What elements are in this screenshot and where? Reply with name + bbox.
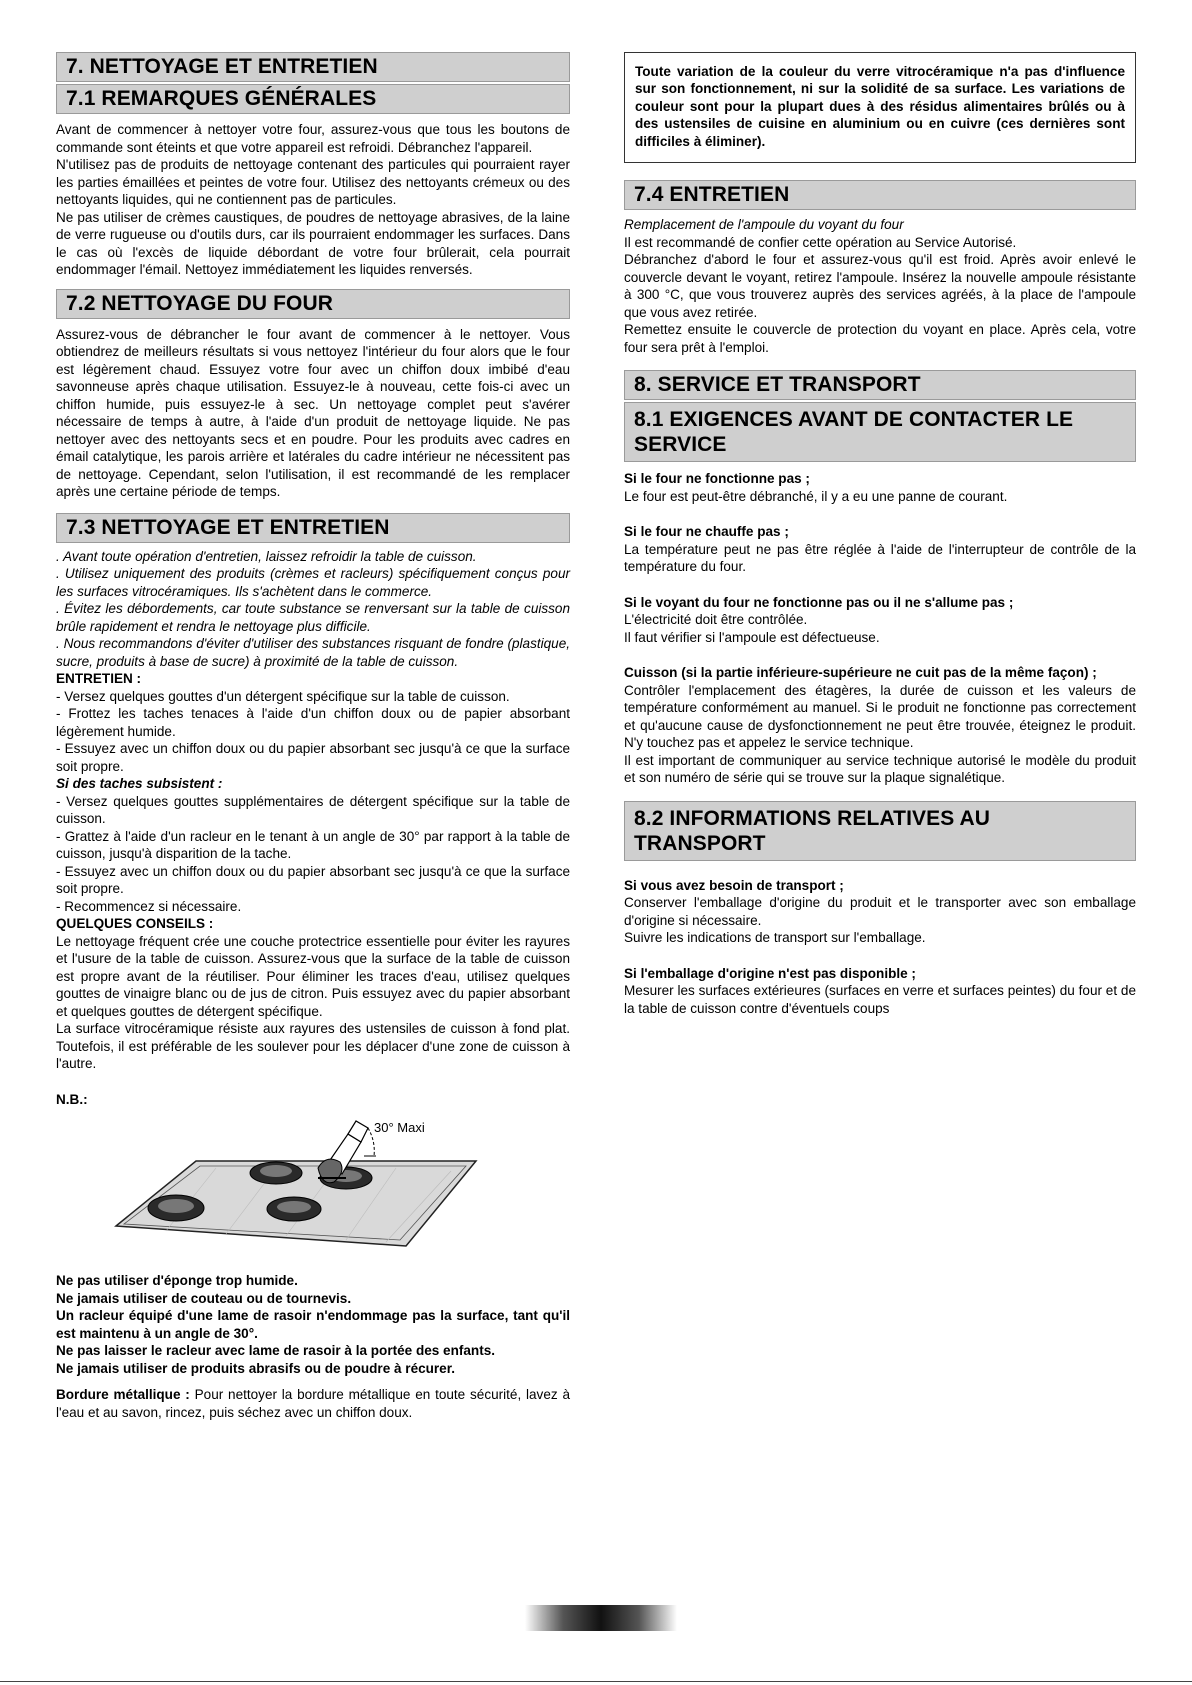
q4-text-1: Contrôler l'emplacement des étagères, la durée de cuisson et les valeurs de température conformément au manuel. Si le produit ne fonctionne pas correctement et qu'aucune cause de dysfonctionnement ne peut être trouvée, éteignez le produit. N'y touchez pas et appelez le service technique. [624, 682, 1136, 751]
conseils-paragraph-2: La surface vitrocéramique résiste aux rayures des ustensiles de cuisson à fond plat. Toutefois, il est préférable de les soulever pour les déplacer d'une zone de cuisson à l'autre. [56, 1021, 570, 1071]
conseils-label: QUELQUES CONSEILS : [56, 916, 214, 931]
transport-1-text-1: Conserver l'emballage d'origine du produit et le transporter avec son emballage d'origine si nécessaire. [624, 895, 1136, 928]
q4-label: Cuisson (si la partie inférieure-supérieure ne cuit pas de la même façon) ; [624, 665, 1097, 681]
warning-5: Ne jamais utiliser de produits abrasifs ou de poudre à récurer. [56, 1360, 456, 1376]
warning-3: Un racleur équipé d'une lame de rasoir n'endommage pas la surface, tant qu'il est maintenu à un angle de 30°. [56, 1308, 570, 1341]
q2-text: La température peut ne pas être réglée à l'aide de l'interrupteur de contrôle de la température du four. [624, 541, 1136, 575]
footer-rule [0, 1681, 1192, 1682]
s74-paragraph-3: Remettez ensuite le couvercle de protection du voyant en place. Après cela, votre four sera prêt à l'emploi. [624, 322, 1136, 355]
s74-paragraph-2: Débranchez d'abord le four et assurez-vous qu'il est froid. Après avoir enlevé le couvercle devant le voyant, retirez l'ampoule. Insérez la nouvelle ampoule résistante à 300 °C, que vous trouverez auprès des services agréés, à la place de l'ampoule que vous avez retirée. [624, 252, 1136, 320]
s73-item-2: . Utilisez uniquement des produits (crèmes et racleurs) spécifiquement conçus pour les surfaces vitrocéramiques. Ils s'achètent dans le commerce. [56, 566, 570, 599]
hob-scraper-illustration [56, 1116, 570, 1266]
s74-paragraph-1: Il est recommandé de confier cette opération au Service Autorisé. [624, 234, 1017, 250]
right-column [624, 52, 1136, 1017]
s72-paragraph: Assurez-vous de débrancher le four avant de commencer à le nettoyer. Vous obtiendrez de meilleurs résultats si vous nettoyez l'intérieur du four alors que le four est légèrement chaud. Essuyez votre four avec un chiffon doux imbibé d'eau savonneuse après chaque utilisation. Essuyez-le à nouveau, cette fois-ci avec un chiffon humide, puis essuyez-le à sec. Un nettoyage complet peut s'avérer nécessaire de temps à autre, à l'aide d'un produit de nettoyage liquide. Ne pas nettoyer avec des nettoyants secs et en poudre. Pour les produits avec cadres en émail catalytique, les parois arrière et latérales du cadre intérieur ne nécessitent pas de nettoyage. Cependant, selon l'utilisation, il est recommandé de les remplacer après une certaine période de temps. [56, 326, 570, 499]
transport-1-label: Si vous avez besoin de transport ; [624, 877, 844, 893]
s71-paragraph-3: Ne pas utiliser de crèmes caustiques, de poudres de nettoyage abrasives, de la laine de verre rugueuse ou d'outils durs, car ils pourraient endommager les surfaces. Dans le cas où l'excès de liquide débordant de votre four brûlerait, cela pourrait endommager l'émail. Nettoyez immédiatement les liquides renversés. [56, 209, 570, 277]
entretien-step-1: - Versez quelques gouttes d'un détergent spécifique sur la table de cuisson. [56, 688, 510, 704]
q4-text-2: Il est important de communiquer au service technique autorisé le modèle du produit et son numéro de série qui se trouve sur la plaque signalétique. [624, 752, 1136, 786]
q1-text: Le four est peut-être débranché, il y a eu une panne de courant. [624, 488, 1008, 504]
entretien-step-2: - Frottez les taches tenaces à l'aide d'un chiffon doux ou de papier absorbant légèrement humide. [56, 706, 570, 739]
warning-2: Ne jamais utiliser de couteau ou de tournevis. [56, 1290, 352, 1306]
glass-color-notice-box: Toute variation de la couleur du verre vitrocéramique n'a pas d'influence sur son fonctionnement, ni sur la solidité de sa surface. Les variations de couleur sont pour la plupart dues à des résidus alimentaires brûlés ou à des ustensiles de cuisine en aluminium ou en cuivre (ces dernières sont difficiles à éliminer). [624, 52, 1136, 163]
page-number-bar [525, 1605, 677, 1631]
left-column [56, 52, 570, 1421]
taches-step-2: - Grattez à l'aide d'un racleur en le tenant à un angle de 30° par rapport à la table de cuisson, jusqu'à disparition de la tache. [56, 828, 570, 861]
bordure-paragraph [56, 1386, 570, 1421]
section-7-2-title: 7.2 NETTOYAGE DU FOUR [56, 289, 570, 319]
section-7-3-title: 7.3 NETTOYAGE ET ENTRETIEN [56, 513, 570, 543]
bordure-label: Bordure métallique : [56, 1387, 190, 1402]
transport-2-text: Mesurer les surfaces extérieures (surfaces en verre et surfaces peintes) du four et de la table de cuisson contre d'éventuels coups [624, 983, 1136, 1016]
transport-2-label: Si l'emballage d'origine n'est pas disponible ; [624, 965, 916, 981]
q1-label: Si le four ne fonctionne pas ; [624, 471, 810, 487]
transport-1-text-2: Suivre les indications de transport sur l'emballage. [624, 930, 926, 946]
angle-label: 30° Maxi [374, 1120, 425, 1135]
warning-4: Ne pas laisser le racleur avec lame de rasoir à la portée des enfants. [56, 1343, 495, 1358]
s74-subtitle: Remplacement de l'ampoule du voyant du four [624, 217, 904, 233]
s73-item-3: . Évitez les débordements, car toute substance se renversant sur la table de cuisson brûle rapidement et rendra le nettoyage plus difficile. [56, 601, 570, 634]
section-8-title: 8. SERVICE ET TRANSPORT [624, 370, 1136, 400]
section-7-1-title: 7.1 REMARQUES GÉNÉRALES [56, 84, 570, 114]
taches-step-3: - Essuyez avec un chiffon doux ou du papier absorbant sec jusqu'à ce que la surface soit propre. [56, 863, 570, 896]
bordure-text: Pour nettoyer la bordure métallique en toute sécurité, lavez à l'eau et au savon, rincez, puis séchez avec un chiffon doux. [56, 1387, 570, 1420]
taches-step-4: - Recommencez si nécessaire. [56, 898, 242, 914]
q3-label: Si le voyant du four ne fonctionne pas ou il ne s'allume pas ; [624, 594, 1014, 610]
section-7-4-title: 7.4 ENTRETIEN [624, 180, 1136, 210]
q3-text-1: L'électricité doit être contrôlée. [624, 612, 808, 628]
entretien-step-3: - Essuyez avec un chiffon doux ou du papier absorbant sec jusqu'à ce que la surface soit propre. [56, 741, 570, 774]
s71-paragraph-1: Avant de commencer à nettoyer votre four, assurez-vous que tous les boutons de commande sont éteints et que votre appareil est refroidi. Débranchez l'appareil. [56, 122, 570, 155]
section-7-title: 7. NETTOYAGE ET ENTRETIEN [56, 52, 570, 82]
section-8-2-title: 8.2 INFORMATIONS RELATIVES AU TRANSPORT [624, 801, 1136, 861]
conseils-paragraph-1: Le nettoyage fréquent crée une couche protectrice essentielle pour éviter les rayures et l'usure de la table de cuisson. Assurez-vous que la surface de la table de cuisson est propre avant de la réutiliser. Pour éliminer les traces d'eau, utilisez quelques gouttes de vinaigre blanc ou de jus de citron. Puis essuyez avec du papier absorbant et quelques gouttes de détergent spécifique. [56, 933, 570, 1019]
nb-label: N.B.: [56, 1091, 88, 1107]
q2-label: Si le four ne chauffe pas ; [624, 524, 789, 540]
section-8-1-title: 8.1 EXIGENCES AVANT DE CONTACTER LE SERVICE [624, 402, 1136, 462]
warning-1: Ne pas utiliser d'éponge trop humide. [56, 1273, 298, 1288]
hob-scraper-drawing [56, 1116, 570, 1266]
entretien-label: ENTRETIEN : [56, 671, 142, 686]
q3-text-2: Il faut vérifier si l'ampoule est défectueuse. [624, 629, 880, 645]
s73-item-4: . Nous recommandons d'éviter d'utiliser des substances risquant de fondre (plastique, sucre, produits à base de sucre) à proximité de la table de cuisson. [56, 636, 570, 669]
s73-item-1: . Avant toute opération d'entretien, laissez refroidir la table de cuisson. [56, 548, 477, 564]
taches-step-1: - Versez quelques gouttes supplémentaires de détergent spécifique sur la table de cuisson. [56, 793, 570, 826]
taches-label: Si des taches subsistent : [56, 776, 223, 791]
s71-paragraph-2: N'utilisez pas de produits de nettoyage contenant des particules qui pourraient rayer les parties émaillées et peintes de votre four. Utilisez des nettoyants crémeux ou des nettoyants liquides, qui ne contiennent pas de particules. [56, 157, 570, 207]
